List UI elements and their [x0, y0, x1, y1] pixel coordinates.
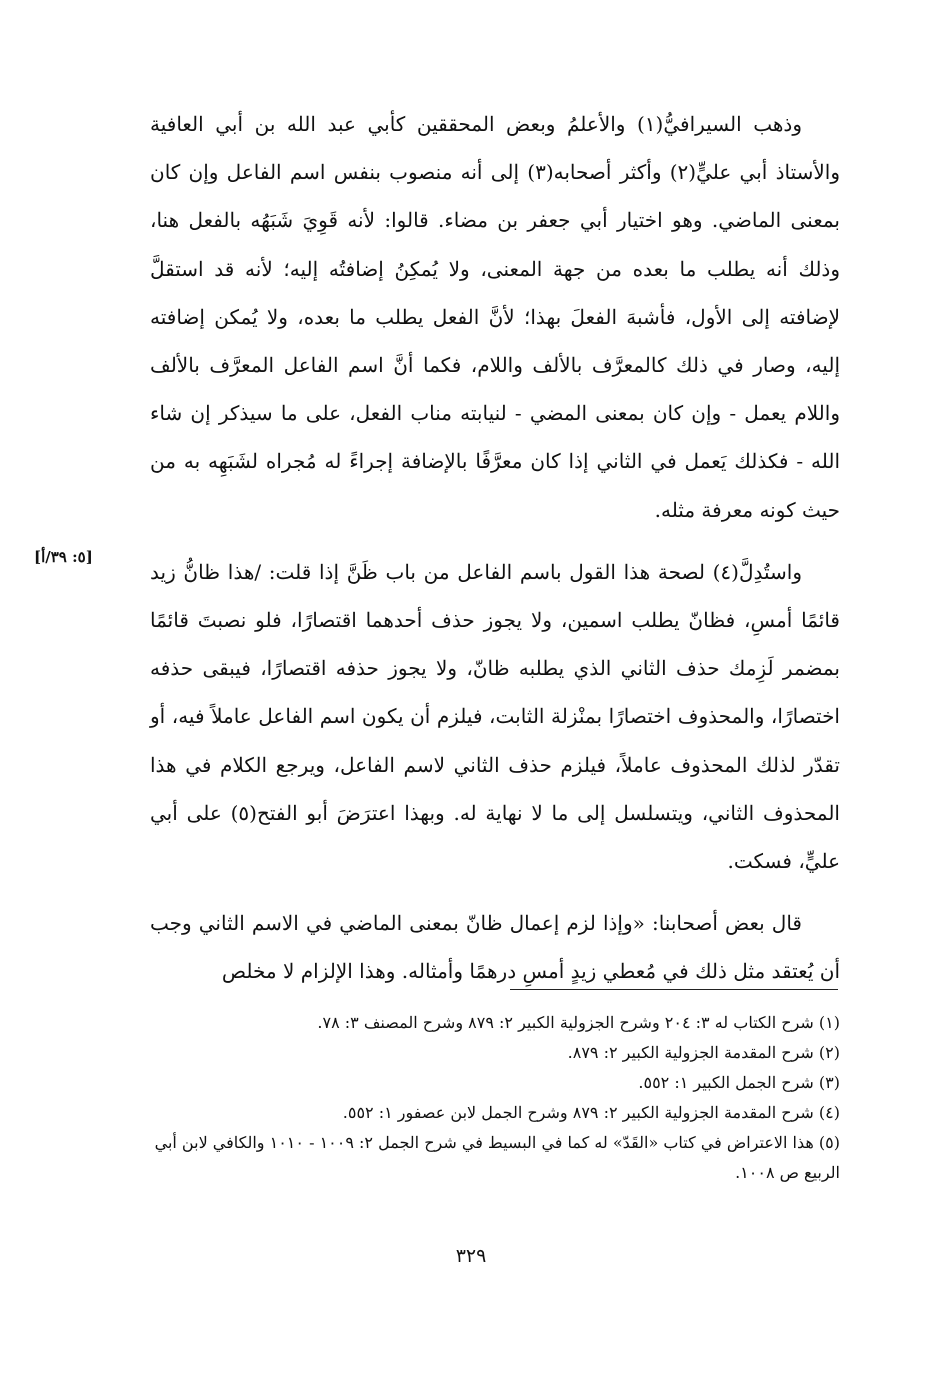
footnote-separator — [510, 989, 838, 990]
paragraph: واستُدِلَّ(٤) لصحة هذا القول باسم الفاعل من باب ظَنَّ إذا قلت: /هذا ظانُّ زيد قائمًا أمسِ، فظانّ يطلب اسمين، ولا يجوز حذف أحدهما اقتصارًا، فلو نصبتَ قائمًا بمضمر لَزِمك حذف الثاني الذي يطلبه ظانّ، ولا يجوز حذفه اقتصارًا، فيبقى حذفه اختصارًا، والمحذوف اختصارًا بمنْزلة الثابت، فيلزم أن يكون اسم الفاعل عاملاً فيه، أو تقدّر لذلك المحذوف عاملاً، فيلزم حذف الثاني لاسم الفاعل، ويرجع الكلام في هذا المحذوف الثاني، ويتسلسل إلى ما لا نهاية له. وبهذا اعترَضَ أبو الفتح(٥) على أبي عليٍّ، فسكت. — [150, 559, 840, 874]
paragraph: قال بعض أصحابنا: «وإذا لزم إعمال ظانّ بمعنى الماضي في الاسم الثاني وجب أن يُعتقد مثل ذلك في مُعطي زيدٍ أمسِ درهمًا وأمثاله. وهذا الإلزام لا مخلص — [150, 911, 840, 984]
footnote: (٤) شرح المقدمة الجزولية الكبير ٢: ٨٧٩ وشرح الجمل لابن عصفور ١: ٥٥٢. — [342, 1103, 840, 1122]
manuscript-reference: [٥: ٣٩/أ] — [34, 548, 93, 566]
footnotes — [150, 1008, 840, 1188]
footnote: (٥) هذا الاعتراض في كتاب «القَدّ» له كما في البسيط في شرح الجمل ٢: ١٠٠٩ - ١٠١٠ والكافي لابن أبي الربيع ص ١٠٠٨. — [154, 1133, 840, 1182]
main-text — [150, 100, 840, 1010]
footnote: (٣) شرح الجمل الكبير ١: ٥٥٢. — [638, 1073, 840, 1092]
page-number: ٣٢٩ — [455, 1245, 487, 1267]
footnote: (١) شرح الكتاب له ٣: ٢٠٤ وشرح الجزولية الكبير ٢: ٨٧٩ وشرح المصنف ٣: ٧٨. — [317, 1013, 840, 1032]
paragraph: وذهب السيرافيُّ(١) والأعلمُ وبعض المحققين كأبي عبد الله بن أبي العافية والأستاذ أبي عليٍّ(٢) وأكثر أصحابه(٣) إلى أنه منصوب بنفس اسم الفاعل وإن كان بمعنى الماضي. وهو اختيار أبي جعفر بن مضاء. قالوا: لأنه قَوِيَ شَبَهُه بالفعل هنا، وذلك أنه يطلب ما بعده من جهة المعنى، ولا يُمكِنُ إضافتُه إليه؛ لأنه قد استقلَّ لإضافته إلى الأول، فأشبهَ الفعلَ بهذا؛ لأنَّ الفعل يطلب ما بعده، ولا يُمكن إضافته إليه، وصار في ذلك كالمعرَّف بالألف واللام، فكما أنَّ اسم الفاعل المعرَّف بالألف واللام يعمل - وإن كان بمعنى المضي - لنيابته مناب الفعل، على ما سيذكر إن شاء الله - فكذلك يَعمل في الثاني إذا كان معرَّفًا بالإضافة إجراءً له مُجراه لشَبَهِه به من حيث كونه معرفة مثله. — [150, 112, 840, 522]
footnote: (٢) شرح المقدمة الجزولية الكبير ٢: ٨٧٩. — [567, 1043, 840, 1062]
